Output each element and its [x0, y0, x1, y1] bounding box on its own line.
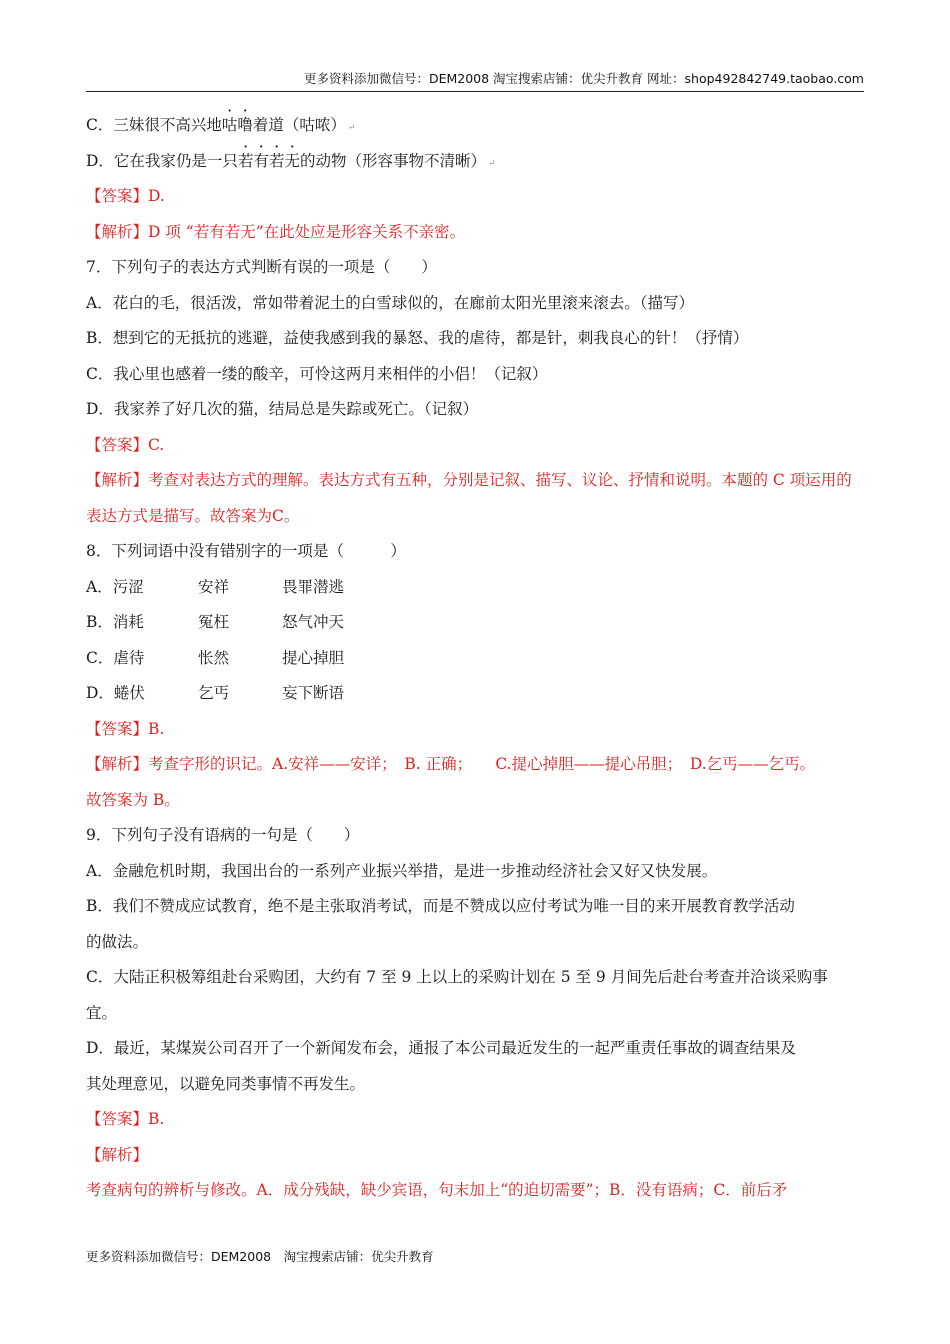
q8-option-a: A．污涩 安祥 畏罪潜逃	[86, 577, 345, 596]
q7-stem: 7．下列句子的表达方式判断有误的一项是（ ）	[86, 258, 437, 276]
q9-option-c: C．大陆正积极筹组赴台采购团，大约有 7 至 9 上以上的采购计划在 5 至 9 月间先后赴台考查并洽谈采购事	[86, 968, 828, 986]
q8-option-c: C．虐待 怅然 提心掉胆	[86, 648, 345, 667]
q8-answer: 【答案】B.	[86, 719, 165, 738]
q6-answer: 【答案】D.	[86, 187, 165, 205]
q7-option-d: D．我家养了好几次的猫，结局总是失踪或死亡。（记叙）	[86, 400, 479, 418]
q8-analysis-cont: 故答案为 B。	[86, 790, 180, 809]
q6-analysis: 【解析】D 项 “若有若无”在此处应是形容关系不亲密。	[86, 222, 466, 241]
q9-option-c-cont: 宜。	[86, 1003, 118, 1022]
document-body	[86, 108, 864, 1209]
q8-stem: 8．下列词语中没有错别字的一项是（ ）	[86, 542, 406, 560]
q6-option-d: D．它在我家仍是一只若有若无的动物（形容事物不清晰） ↵	[86, 151, 496, 170]
q8-option-d: D．蜷伏 乞丐 妄下断语	[86, 684, 345, 702]
q7-option-c: C．我心里也感着一缕的酸辛，可怜这两月来相伴的小侣！（记叙）	[86, 364, 548, 383]
q6-option-c: C．三妹很不高兴地咕噜着道（咕哝） ↵	[86, 116, 356, 134]
q8-analysis: 【解析】考查字形的识记。A.安祥——安详； B. 正确； C.提心掉胆——提心吊胆； D.乞丐——乞丐。	[86, 755, 816, 773]
page-footer: 更多资料添加微信号：DEM2008 淘宝搜索店铺：优尖升教育	[86, 1249, 434, 1264]
q7-option-a: A．花白的毛，很活泼，常如带着泥土的白雪球似的，在廊前太阳光里滚来滚去。（描写）	[86, 293, 694, 312]
q9-analysis: 考查病句的辨析与修改。A．成分残缺，缺少宾语，句末加上“的迫切需要”；B．没有语病；C．前后矛	[86, 1181, 788, 1199]
q9-option-a: A．金融危机时期，我国出台的一系列产业振兴举措，是进一步推动经济社会又好又快发展。	[86, 861, 718, 880]
q9-option-d-cont: 其处理意见，以避免同类事情不再发生。	[86, 1074, 366, 1093]
q9-option-b-cont: 的做法。	[86, 932, 149, 951]
q9-option-d: D．最近，某煤炭公司召开了一个新闻发布会，通报了本公司最近发生的一起严重责任事故的调查结果及	[86, 1039, 796, 1057]
q7-option-b: B．想到它的无抵抗的逃避，益使我感到我的暴怒、我的虐待，都是针，刺我良心的针！（抒情）	[86, 329, 749, 347]
q7-answer: 【答案】C.	[86, 435, 165, 454]
q9-analysis-label: 【解析】	[86, 1145, 149, 1164]
q7-analysis: 【解析】考查对表达方式的理解。表达方式有五种，分别是记叙、描写、议论、抒情和说明。本题的 C 项运用的表达方式是描写。故答案为C。	[86, 471, 852, 525]
q9-stem: 9．下列句子没有语病的一句是（ ）	[86, 826, 360, 844]
q8-option-b: B．消耗 冤枉 怒气冲天	[86, 613, 345, 631]
page-header: 更多资料添加微信号：DEM2008 淘宝搜索店铺：优尖升教育 网址：shop492842749.taobao.com	[86, 69, 864, 92]
q9-answer: 【答案】B.	[86, 1110, 165, 1128]
q9-option-b: B．我们不赞成应试教育，绝不是主张取消考试，而是不赞成以应付考试为唯一目的来开展教育教学活动	[86, 897, 795, 915]
